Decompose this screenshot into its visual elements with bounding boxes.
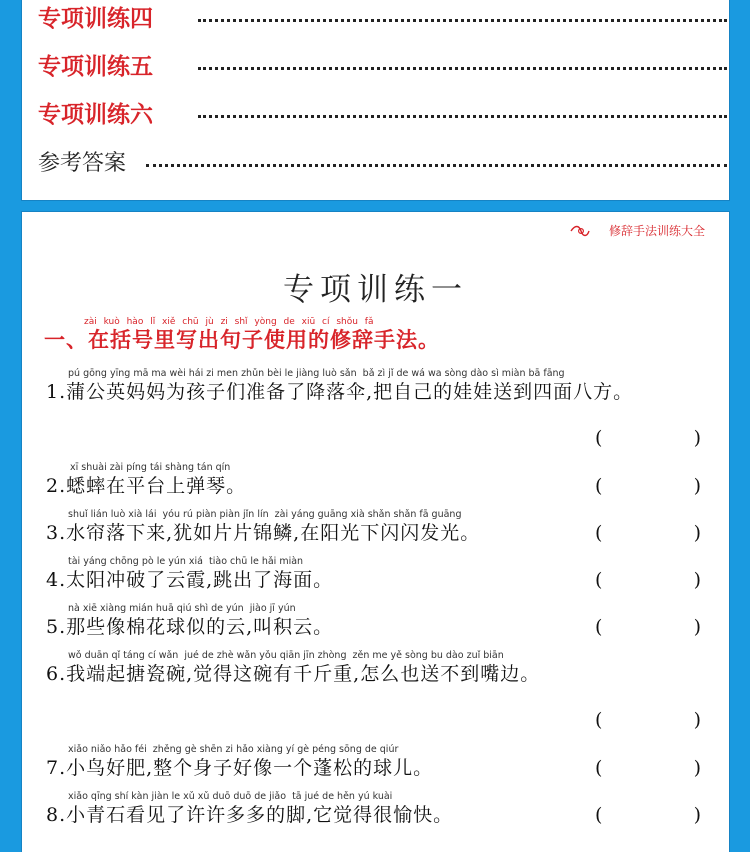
paren-open: ( [595,427,603,449]
question-3 [46,509,709,545]
paren-open: ( [595,522,603,544]
question-pinyin: xiǎo niǎo hǎo féi zhěng gè shēn zi hǎo xiàng yí gè péng sōng de qiúr [68,744,399,755]
book-brand: 修辞手法训练大全 [608,224,705,238]
question-text: 4.太阳冲破了云霞,跳出了海面。 [46,569,334,591]
question-text: 8.小青石看见了许许多多的脚,它觉得很愉快。 [46,804,454,826]
question-text: 6.我端起搪瓷碗,觉得这碗有千斤重,怎么也送不到嘴边。 [46,663,541,685]
toc-item-6[interactable] [38,100,729,130]
question-pinyin: nà xiē xiàng mián huā qiú shì de yún jiào jī yún [68,603,296,614]
paren-close: ) [693,709,701,731]
heading-text: 一、在括号里写出句子使用的修辞手法。 [44,327,440,352]
paren-open: ( [595,569,603,591]
paren-open: ( [595,709,603,731]
section-heading [44,316,440,352]
toc-leader-dots [198,67,727,70]
paren-close: ) [693,757,701,779]
question-pinyin: wǒ duān qǐ táng cí wǎn jué de zhè wǎn yǒu qiān jīn zhòng zěn me yě sòng bu dào zuǐ biān [68,650,504,661]
toc-leader-dots [146,164,727,167]
toc-item-label: 专项训练六 [38,102,153,128]
toc-leader-dots [198,115,727,118]
question-text: 5.那些像棉花球似的云,叫积云。 [46,616,334,638]
question-pinyin: shuǐ lián luò xià lái yóu rú piàn piàn jǐn lín zài yáng guāng xià shǎn shǎn fā guāng [68,509,462,520]
paren-close: ) [693,475,701,497]
question-text: 1.蒲公英妈妈为孩子们准备了降落伞,把自己的娃娃送到四面八方。 [46,381,634,403]
question-2 [46,462,709,498]
paren-close: ) [693,427,701,449]
toc-leader-dots [198,19,727,22]
question-1 [46,368,709,404]
question-5 [46,603,709,639]
toc-item-5[interactable] [38,52,729,82]
flower-icon [569,223,591,239]
question-6 [46,650,709,686]
paren-open: ( [595,804,603,826]
toc-item-label: 专项训练五 [38,54,153,80]
question-7 [46,744,709,780]
exercise-page [22,212,729,852]
paren-open: ( [595,475,603,497]
heading-pinyin: zài kuò hào lǐ xiě chū jù zi shǐ yòng de xiū cí shǒu fǎ [84,317,374,327]
question-pinyin: tài yáng chōng pò le yún xiá tiào chū le hǎi miàn [68,556,304,567]
question-4 [46,556,709,592]
question-pinyin: xī shuài zài píng tái shàng tán qín [70,462,231,473]
toc-item-4[interactable] [38,4,729,34]
toc-item-answers[interactable] [38,149,729,179]
paren-close: ) [693,569,701,591]
question-text: 2.蟋蟀在平台上弹琴。 [46,475,247,497]
question-pinyin: xiǎo qīng shí kàn jiàn le xǔ xǔ duō duō de jiǎo tā jué de hěn yú kuài [68,791,393,802]
toc-item-label: 专项训练四 [38,6,153,32]
toc-card [22,0,729,200]
paren-close: ) [693,616,701,638]
paren-close: ) [693,522,701,544]
paren-open: ( [595,757,603,779]
page-title: 专项训练一 [283,272,468,308]
toc-item-label: 参考答案 [38,151,127,176]
question-text: 3.水帘落下来,犹如片片锦鳞,在阳光下闪闪发光。 [46,522,481,544]
question-8 [46,791,709,827]
paren-open: ( [595,616,603,638]
paren-close: ) [693,804,701,826]
question-text: 7.小鸟好肥,整个身子好像一个蓬松的球儿。 [46,757,434,779]
question-pinyin: pú gōng yīng mā ma wèi hái zi men zhǔn bèi le jiàng luò sǎn bǎ zì jǐ de wá wa sòng dào sì miàn bā fāng [68,368,565,379]
